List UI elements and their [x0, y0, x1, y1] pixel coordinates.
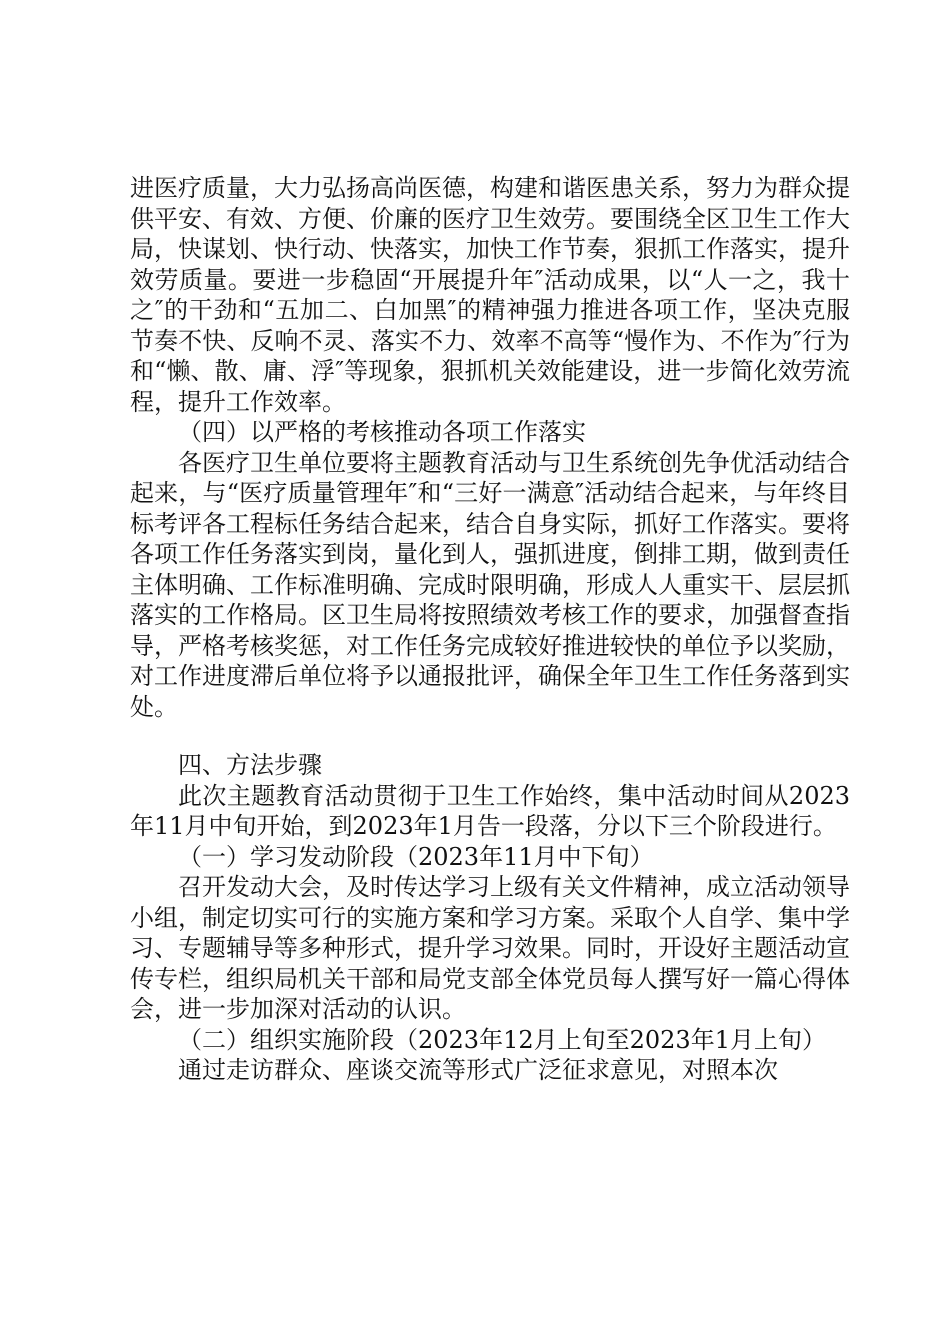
paragraph-assessment: 各医疗卫生单位要将主题教育活动与卫生系统创先争优活动结合起来，与“医疗质量管理年″和“三好一满意″活动结合起来，与年终目标考评各工程标任务结合起来，结合自身实际，抓好工作落实。要将各项工作任务落实到岗，量化到人，强抓进度，倒排工期，做到责任主体明确、工作标准明确、完成时限明确，形成人人重实干、层层抓落实的工作格局。区卫生局将按照绩效考核工作的要求，加强督查指导，严格考核奖惩，对工作任务完成较好推进较快的单位予以奖励，对工作进度滞后单位将予以通报批评，确保全年卫生工作任务落到实处。	[130, 448, 850, 721]
subsection-heading-1: （一）学习发动阶段（2023年11月中下旬）	[178, 842, 654, 871]
paragraph-stage-1: 召开发动大会，及时传达学习上级有关文件精神，成立活动领导小组，制定切实可行的实施方案和学习方案。采取个人自学、集中学习、专题辅导等多种形式，提升学习效果。同时，开设好主题活动宣传专栏，组织局机关干部和局党支部全体党员每人撰写好一篇心得体会，进一步加深对活动的认识。	[130, 873, 850, 1023]
paragraph-stage-2: 通过走访群众、座谈交流等形式广泛征求意见，对照本次	[178, 1056, 778, 1084]
subsection-heading-2: （二）组织实施阶段（2023年12月上旬至2023年1月上旬）	[178, 1025, 826, 1054]
subsection-heading-4: （四）以严格的考核推动各项工作落实	[178, 418, 586, 446]
section-heading-methods: 四、方法步骤	[178, 751, 322, 779]
document-body	[130, 173, 850, 1086]
paragraph-methods-intro: 此次主题教育活动贯彻于卫生工作始终，集中活动时间从2023年11月中旬开始，到2023年1月告一段落，分以下三个阶段进行。	[130, 781, 850, 840]
paragraph-continuation: 进医疗质量，大力弘扬高尚医德，构建和谐医患关系，努力为群众提供平安、有效、方便、价廉的医疗卫生效劳。要围绕全区卫生工作大局，快谋划、快行动、快落实，加快工作节奏，狠抓工作落实，提升效劳质量。要进一步稳固“开展提升年″活动成果，以“人一之，我十之″的干劲和“五加二、白加黑″的精神强力推进各项工作，坚决克服节奏不快、反响不灵、落实不力、效率不高等“慢作为、不作为″行为和“懒、散、庸、浮″等现象，狠抓机关效能建设，进一步简化效劳流程，提升工作效率。	[130, 174, 850, 416]
